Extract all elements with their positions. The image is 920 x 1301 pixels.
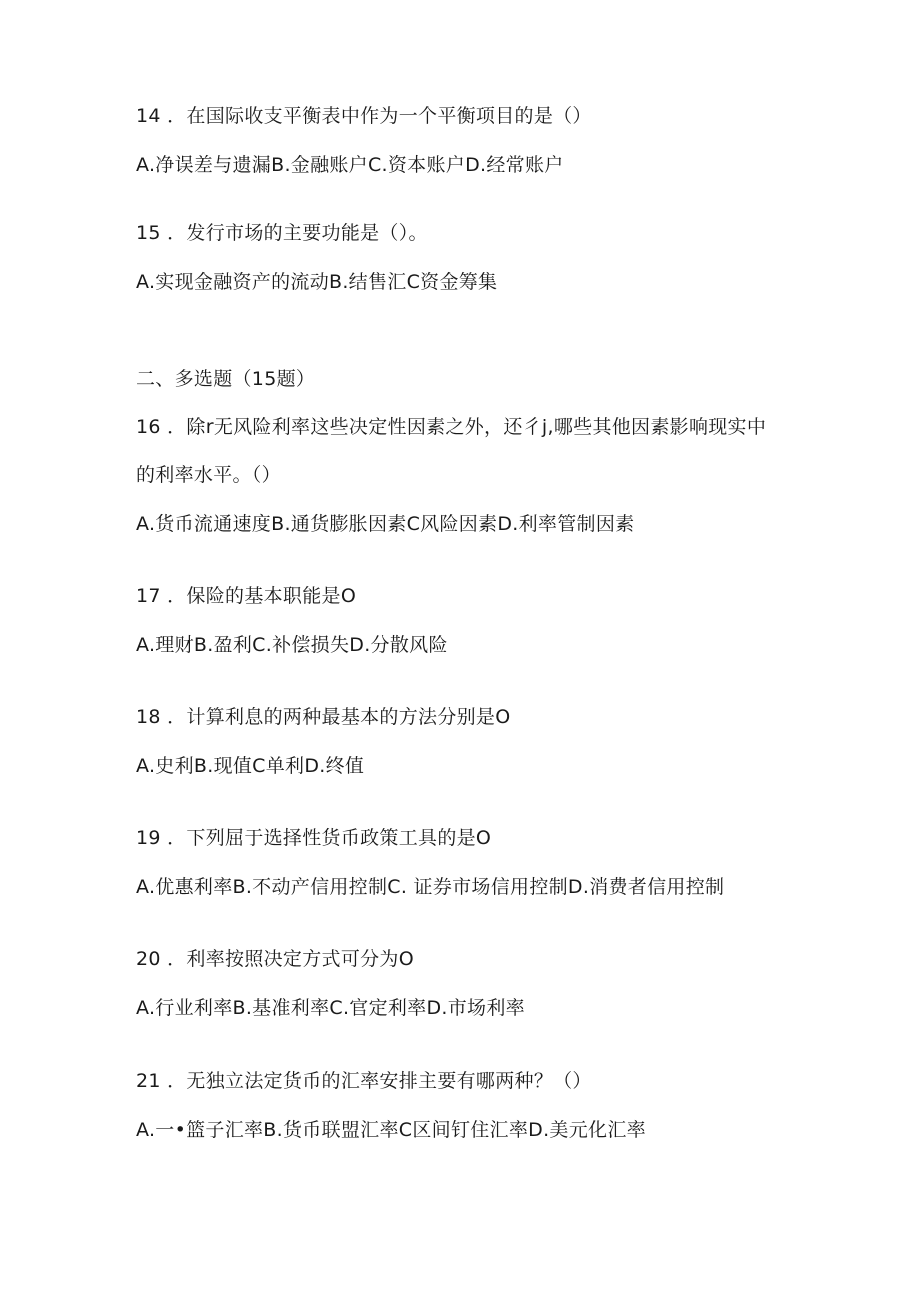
question-20-options: A.行业利率B.基准利率C.官定利率D.市场利率 — [136, 997, 525, 1019]
question-19-options: A.优惠利率B.不动产信用控制C. 证券市场信用控制D.消费者信用控制 — [136, 876, 725, 898]
question-17: 17 ．保险的基本职能是O — [136, 585, 357, 607]
question-21-options: A.一•篮子汇率B.货币联盟汇率C区间钉住汇率D.美元化汇率 — [136, 1119, 646, 1141]
question-14-options: A.净误差与遗漏B.金融账户C.资本账户D.经常账户 — [136, 154, 564, 176]
question-18-options: A.史利B.现值C单利D.终值 — [136, 755, 365, 777]
question-18: 18 ．计算利息的两种最基本的方法分别是O — [136, 706, 511, 728]
question-16-options: A.货币流通速度B.通货膨胀因素C风险因素D.利率管制因素 — [136, 513, 635, 535]
question-17-options: A.理财B.盈利C.补偿损失D.分散风险 — [136, 634, 448, 656]
question-19: 19 ．下列屈于选择性货币政策工具的是O — [136, 827, 492, 849]
question-15-options: A.实现金融资产的流动B.结售汇C资金筹集 — [136, 271, 498, 293]
question-16-continued: 的利率水平。（） — [136, 464, 281, 486]
question-15: 15 ．发行市场的主要功能是（）。 — [136, 222, 428, 244]
question-20: 20 ．利率按照决定方式可分为O — [136, 948, 414, 970]
question-21: 21 ．无独立法定货币的汇率安排主要有哪两种？（） — [136, 1070, 592, 1092]
question-14: 14 ．在国际收支平衡表中作为一个平衡项目的是（） — [136, 105, 592, 127]
question-16: 16 ．除r无风险利率这些决定性因素之外，还彳j,哪些其他因素影响现实中 — [136, 416, 767, 438]
section-heading: 二、多选题（15题） — [136, 368, 316, 390]
